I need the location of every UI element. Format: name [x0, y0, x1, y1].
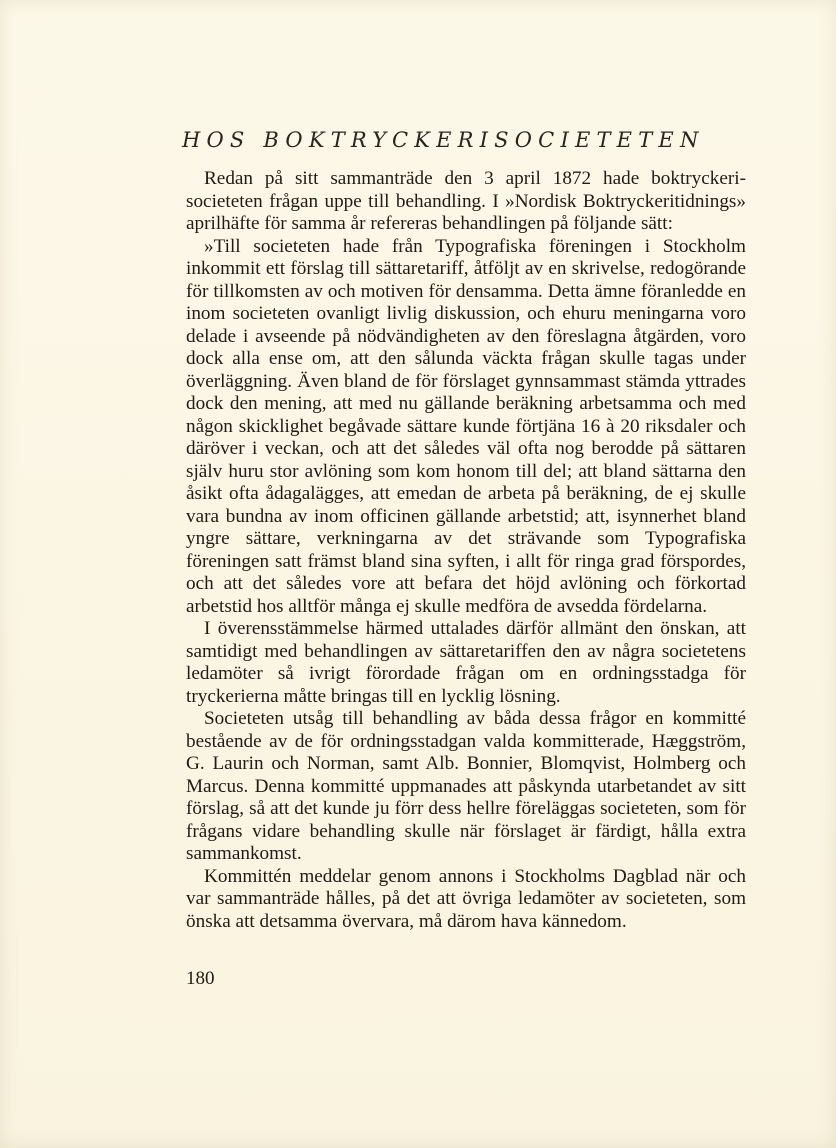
paragraph: I överensstämmelse härmed uttalades därför allmänt den önskan, att samtidigt med behandlingen av sättaretariffen den av några societetens ledamöter så ivrigt förordade frågan om en ordningsstadga för tryckerierna måtte bringas till en lycklig lösning.: [186, 618, 746, 707]
page-heading: HOS BOKTRYCKERISOCIETETEN: [182, 128, 705, 152]
page-number: 180: [186, 968, 215, 989]
paragraph: Kommittén meddelar genom annons i Stockholms Dagblad när och var sammanträde hålles, på det att övriga ledamöter av societeten, som önska att detsamma övervara, må därom hava kännedom.: [186, 865, 746, 932]
paragraph: Redan på sitt sammanträde den 3 april 1872 hade boktryckerisocieteten frågan uppe till behandling. I »Nordisk Boktryckeritidnings» aprilhäfte för samma år refereras behandlingen på följande sätt:: [186, 168, 746, 234]
paragraph: »Till societeten hade från Typografiska föreningen i Stockholm inkommit ett förslag till sättaretariff, åtföljt av en skrivelse, redogörande för tillkomsten av och motiven för densamma. Detta ämne föranledde en inom societeten ovanligt livlig diskussion, och ehuru meningarna voro delade i avseende på nödvändigheten av den föreslagna åtgärden, voro dock alla ense om, att den sålunda väckta frågan skulle tagas under överläggning. Även bland de för förslaget gynnsammast stämda yttrades dock den mening, att med nu gällande beräkning arbetsamma och med någon skicklighet begåvade sättare kunde förtjäna 16 à 20 riksdaler och däröver i veckan, och att det således väl ofta nog berodde på sättaren själv huru stor avlöning som kom honom till del; att bland sättarna den åsikt ofta ådagalägges, att emedan de arbeta på beräkning, de ej skulle vara bundna av inom officinen gällande arbetstid; att, isynnerhet bland yngre sättare, verkningarna av det strävande som Typografiska föreningen satt främst bland sina syften, i allt för ringa grad förspordes, och att det således vore att befara det höjd avlöning och förkortad arbetstid hos alltför många ej skulle medföra de avsedda fördelarna.: [186, 235, 746, 617]
body-text: [186, 168, 746, 933]
paragraph: Societeten utsåg till behandling av båda dessa frågor en kommitté bestående av de för ordningsstadgan valda kommitterade, Hæggström, G. Laurin och Norman, samt Alb. Bonnier, Blomqvist, Holmberg och Marcus. Denna kommitté uppmanades att påskynda utarbetandet av sitt förslag, så att det kunde ju förr dess hellre föreläggas societeten, som för frågans vidare behandling skulle när förslaget är färdigt, hålla extra sammankomst.: [186, 708, 746, 864]
